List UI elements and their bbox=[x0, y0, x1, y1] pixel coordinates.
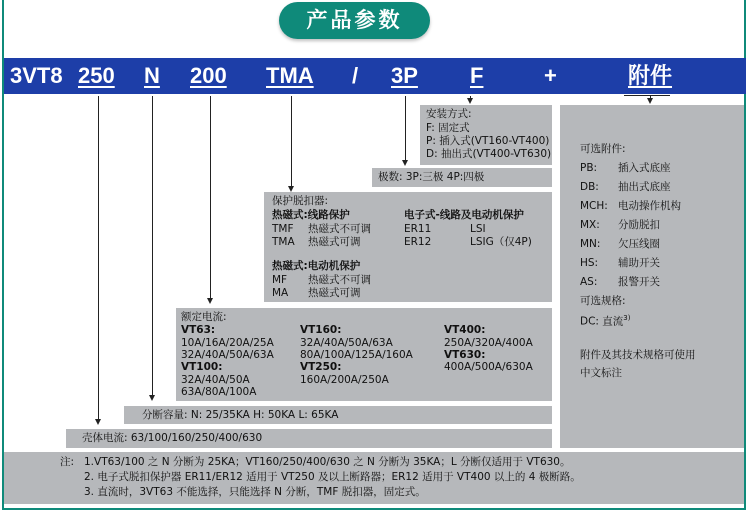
accessory-mx-desc: 分励脱扣 bbox=[618, 219, 660, 231]
accessory-mch-code: MCH: bbox=[580, 200, 608, 212]
rated-vt400-title: VT400: bbox=[444, 324, 486, 336]
arrow-poles bbox=[402, 160, 408, 166]
accessory-mx-code: MX: bbox=[580, 219, 600, 231]
accessory-heading: 可选附件: bbox=[580, 143, 626, 155]
accessory-spec-heading: 可选规格: bbox=[580, 295, 626, 307]
rated-vt100-title: VT100: bbox=[181, 361, 223, 373]
rated-vt160-line1: 32A/40A/50A/63A bbox=[300, 337, 393, 349]
accessory-spec-text: DC: 直流 bbox=[580, 315, 624, 328]
accessory-db-desc: 抽出式底座 bbox=[618, 181, 671, 193]
model-frame-current: 250 bbox=[78, 63, 115, 88]
release-mf-code: MF bbox=[272, 274, 288, 286]
poles-box bbox=[372, 168, 552, 187]
model-accessories: 附件 bbox=[628, 63, 673, 88]
rated-vt250-title: VT250: bbox=[300, 361, 342, 373]
rated-vt400-line1: 250A/320A/400A bbox=[444, 337, 533, 349]
rated-vt63-line1: 10A/16A/20A/25A bbox=[181, 337, 274, 349]
rated-heading: 额定电流: bbox=[181, 311, 227, 323]
frame-current-box bbox=[66, 429, 552, 448]
accessory-as-desc: 报警开关 bbox=[618, 276, 660, 288]
connector-release bbox=[291, 96, 292, 186]
frame-current-text: 壳体电流: 63/100/160/250/400/630 bbox=[82, 432, 263, 444]
mount-box bbox=[420, 105, 552, 165]
accessory-hs-code: HS: bbox=[580, 257, 599, 269]
release-tma-code: TMA bbox=[272, 236, 295, 248]
rated-vt630-line1: 400A/500A/630A bbox=[444, 361, 533, 373]
arrow-mount bbox=[467, 98, 473, 104]
rated-vt100-line1: 32A/40A/50A bbox=[181, 374, 250, 386]
mount-fixed: F: 固定式 bbox=[426, 122, 470, 134]
connector-poles bbox=[405, 96, 406, 160]
model-code-bar bbox=[4, 58, 746, 94]
model-mount: F bbox=[470, 63, 484, 88]
release-thermal-motor-title: 热磁式:电动机保护 bbox=[272, 260, 361, 272]
accessory-spec-footnote: 3) bbox=[623, 314, 631, 322]
poles-text: 极数: 3P:三极 4P:四极 bbox=[378, 171, 485, 183]
accessory-box bbox=[560, 105, 744, 448]
note-line-3: 3. 直流时，3VT63 不能选择，只能选择 N 分断，TMF 脱扣器，固定式。 bbox=[84, 486, 426, 498]
page-title: 产品参数 bbox=[279, 2, 430, 39]
rated-vt63-line2: 32A/40A/50A/63A bbox=[181, 349, 274, 361]
model-base: 3VT8 bbox=[10, 63, 63, 88]
release-heading: 保护脱扣器: bbox=[272, 195, 329, 207]
release-box bbox=[264, 192, 552, 302]
release-er11-code: ER11 bbox=[404, 223, 432, 235]
model-rated-current: 200 bbox=[190, 63, 227, 88]
accessory-mch-desc: 电动操作机构 bbox=[618, 200, 681, 212]
release-mf-desc: 热磁式不可调 bbox=[308, 274, 371, 286]
arrow-accessories bbox=[647, 98, 653, 104]
accessory-pb-code: PB: bbox=[580, 162, 598, 174]
accessory-note-line1: 附件及其技术规格可使用 bbox=[580, 349, 696, 361]
connector-breaking bbox=[152, 96, 153, 395]
breaking-text: 分断容量: N: 25/35KA H: 50KA L: 65KA bbox=[142, 409, 339, 421]
model-release: TMA bbox=[266, 63, 314, 88]
rated-vt630-title: VT630: bbox=[444, 349, 486, 361]
arrow-rated bbox=[207, 298, 213, 304]
release-ma-desc: 热磁式可调 bbox=[308, 287, 361, 299]
arrow-breaking bbox=[149, 395, 155, 401]
accessory-as-code: AS: bbox=[580, 276, 598, 288]
notes-label: 注: bbox=[60, 456, 75, 468]
release-tmf-code: TMF bbox=[272, 223, 294, 235]
release-tma-desc: 热磁式可调 bbox=[308, 236, 361, 248]
release-er12-code: ER12 bbox=[404, 236, 432, 248]
model-poles: 3P bbox=[391, 63, 418, 88]
accessory-mn-desc: 欠压线圈 bbox=[618, 238, 660, 250]
model-breaking: N bbox=[144, 63, 160, 88]
release-thermal-line-title: 热磁式:线路保护 bbox=[272, 209, 350, 221]
rated-vt160-line2: 80A/100A/125A/160A bbox=[300, 349, 413, 361]
note-line-1: 1.VT63/100 之 N 分断为 25KA；VT160/250/400/630 之 N 分断为 35KA；L 分断仅适用于 VT630。 bbox=[84, 456, 571, 468]
accessory-spec-dc bbox=[580, 312, 630, 329]
accessory-hs-desc: 辅助开关 bbox=[618, 257, 660, 269]
model-slash: / bbox=[352, 63, 359, 88]
release-tmf-desc: 热磁式不可调 bbox=[308, 223, 371, 235]
note-line-2: 2. 电子式脱扣保护器 ER11/ER12 适用于 VT250 及以上断路器；ER12 适用于 VT400 以上的 4 极断路。 bbox=[84, 471, 581, 483]
release-electronic-title: 电子式-线路及电动机保护 bbox=[404, 209, 524, 221]
rated-vt250-line1: 160A/200A/250A bbox=[300, 374, 389, 386]
rated-vt100-line2: 63A/80A/100A bbox=[181, 386, 257, 398]
arrow-frame-current bbox=[95, 419, 101, 425]
accessory-db-code: DB: bbox=[580, 181, 599, 193]
accessory-note-line2: 中文标注 bbox=[580, 367, 622, 379]
breaking-box bbox=[124, 406, 552, 424]
mount-heading: 安装方式: bbox=[426, 108, 472, 120]
connector-accessories-h bbox=[624, 95, 670, 96]
rated-vt160-title: VT160: bbox=[300, 324, 342, 336]
mount-plugin: P: 插入式(VT160-VT400) bbox=[426, 135, 550, 147]
mount-drawout: D: 抽出式(VT400-VT630) bbox=[426, 148, 552, 160]
release-ma-code: MA bbox=[272, 287, 289, 299]
connector-rated bbox=[210, 96, 211, 298]
accessory-pb-desc: 插入式底座 bbox=[618, 162, 671, 174]
model-plus: + bbox=[544, 63, 557, 88]
connector-frame-current bbox=[98, 96, 99, 419]
rated-current-box bbox=[176, 308, 552, 401]
release-er12-desc: LSIG（仅4P) bbox=[470, 236, 532, 248]
accessory-mn-code: MN: bbox=[580, 238, 601, 250]
release-er11-desc: LSI bbox=[470, 223, 486, 235]
notes-box bbox=[4, 452, 744, 504]
rated-vt63-title: VT63: bbox=[181, 324, 216, 336]
